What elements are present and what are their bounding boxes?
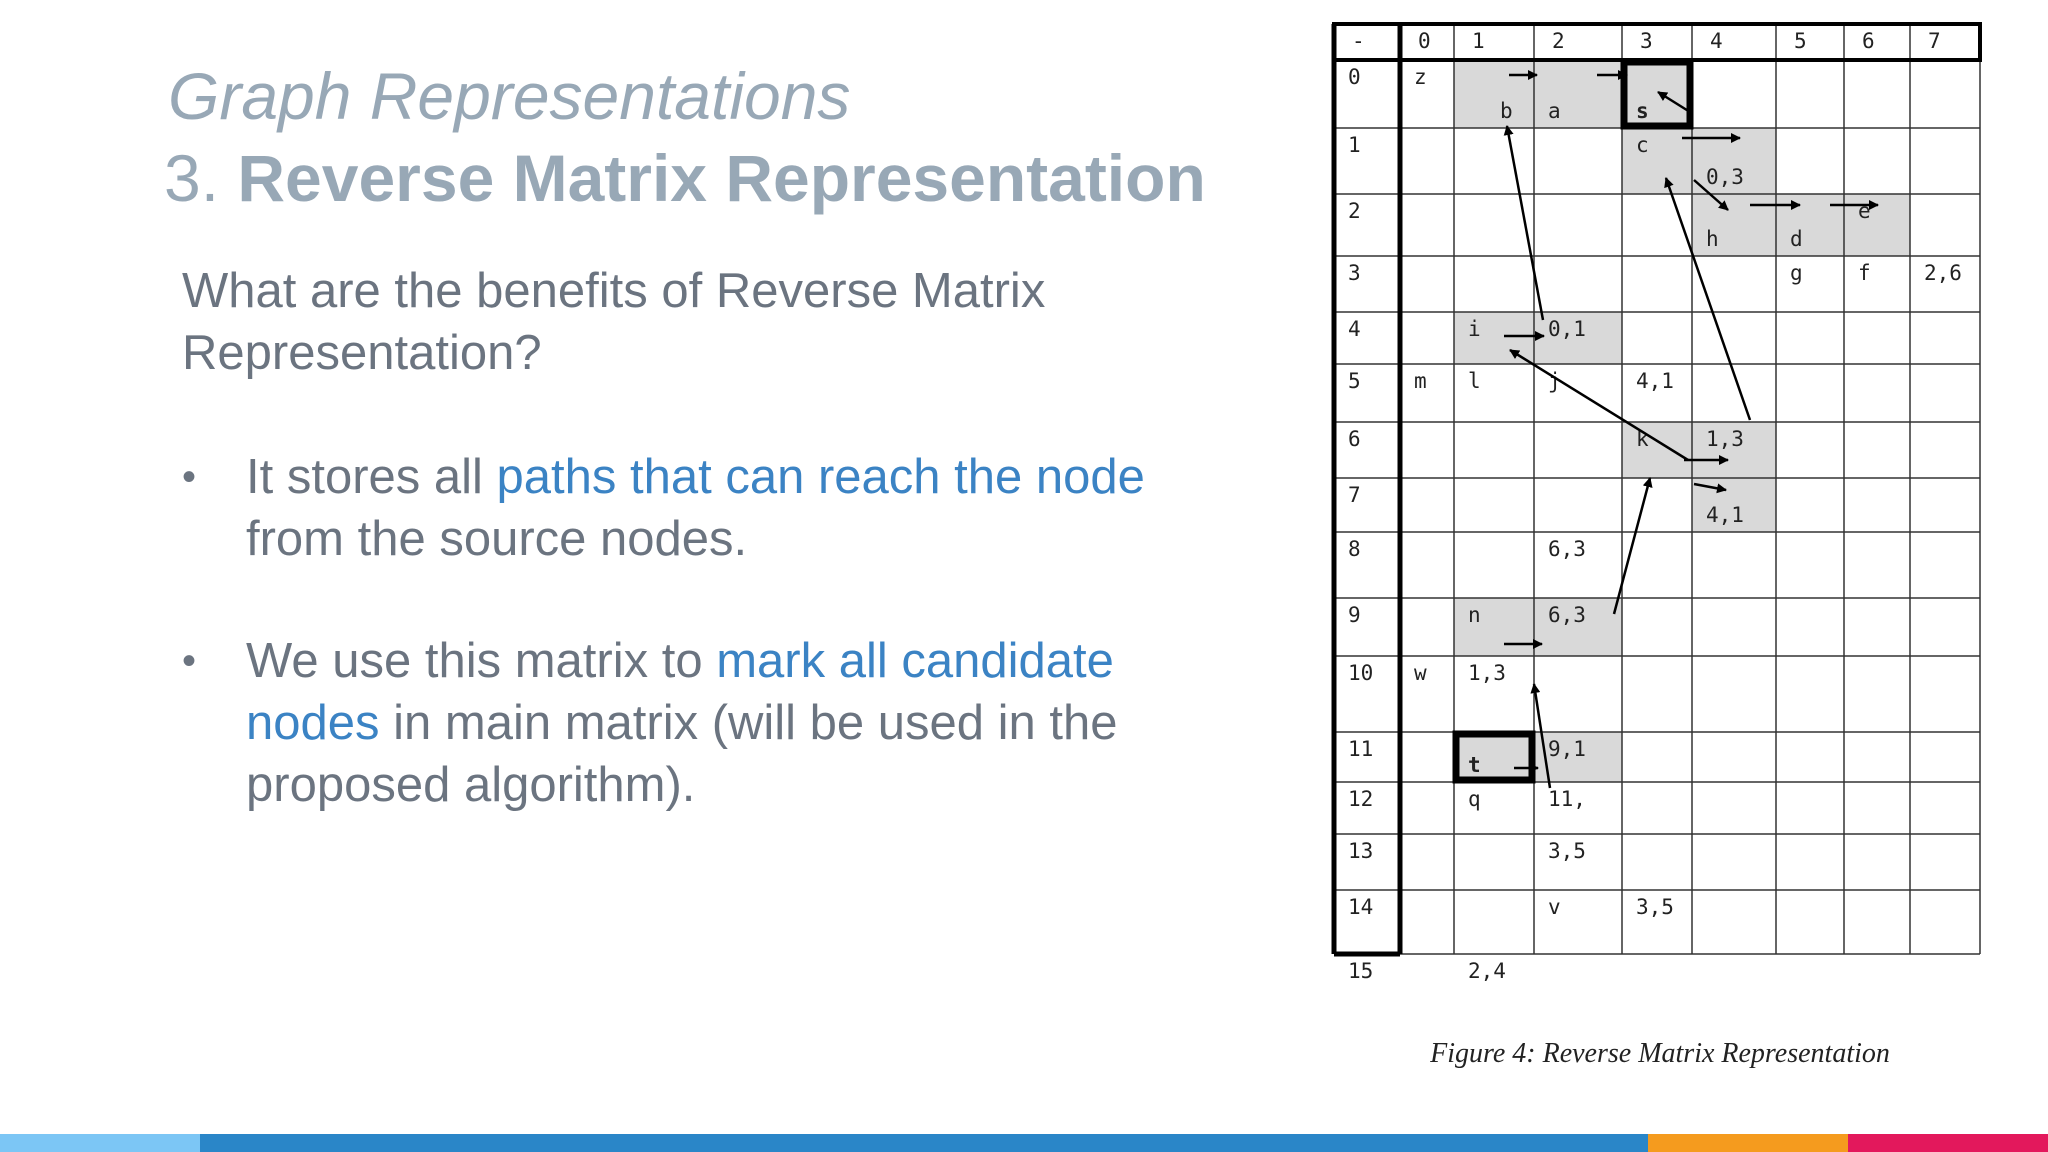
column-header: - xyxy=(1352,29,1365,53)
column-header: 5 xyxy=(1794,29,1807,53)
row-header: 15 xyxy=(1348,959,1374,983)
bullet-highlight: paths that can reach the node xyxy=(496,450,1145,504)
bullet-text-post: in main matrix (will be used in the proposed algorithm). xyxy=(246,696,1118,812)
matrix-cell-value: w xyxy=(1414,661,1427,685)
row-header: 0 xyxy=(1348,65,1361,89)
matrix-cell-value: 0,3 xyxy=(1706,165,1744,189)
matrix-cell-value: q xyxy=(1468,787,1481,811)
matrix-cell-value: m xyxy=(1414,369,1427,393)
bullet-text-pre: It stores all xyxy=(246,450,497,504)
matrix-cell-value: 4,1 xyxy=(1706,503,1744,527)
bullet-highlight: mark all candidate nodes xyxy=(246,634,1114,750)
shaded-cell xyxy=(1844,194,1910,256)
column-header: 4 xyxy=(1710,29,1723,53)
row-header: 14 xyxy=(1348,895,1374,919)
bullet-text-pre: We use this matrix to xyxy=(246,634,717,688)
shaded-cell xyxy=(1454,60,1534,128)
matrix-cell-value: t xyxy=(1468,753,1481,777)
matrix-cell-value: 1,3 xyxy=(1468,661,1506,685)
matrix-cell-value: 3,5 xyxy=(1636,895,1674,919)
matrix-cell-value: d xyxy=(1790,227,1803,251)
header-row-border xyxy=(1334,24,1980,60)
matrix-cell-value: 1,3 xyxy=(1706,427,1744,451)
shaded-cell xyxy=(1776,194,1844,256)
row-header: 6 xyxy=(1348,427,1361,451)
matrix-cell-value: 0,1 xyxy=(1548,317,1586,341)
row-header: 8 xyxy=(1348,537,1361,561)
shaded-cell xyxy=(1622,422,1692,478)
matrix-cell-value: b xyxy=(1500,99,1513,123)
shaded-cell xyxy=(1622,60,1692,128)
row-header: 3 xyxy=(1348,261,1361,285)
column-header: 2 xyxy=(1552,29,1565,53)
section-number: 3. xyxy=(164,141,220,215)
column-header: 3 xyxy=(1640,29,1653,53)
arrow xyxy=(1614,478,1650,614)
matrix-cell-value: k xyxy=(1636,427,1649,451)
matrix-cell-value: h xyxy=(1706,227,1719,251)
question-text: What are the benefits of Reverse Matrix Representation? xyxy=(182,264,1046,380)
row-header: 2 xyxy=(1348,199,1361,223)
slide-title-line1: Graph Representations xyxy=(168,59,851,133)
matrix-cell-value: 6,3 xyxy=(1548,603,1586,627)
matrix-cell-value: 2,6 xyxy=(1924,261,1962,285)
row-header: 13 xyxy=(1348,839,1374,863)
footer-bar-segment xyxy=(200,1134,1648,1152)
section-title: Reverse Matrix Representation xyxy=(237,141,1206,215)
matrix-cell-value: n xyxy=(1468,603,1481,627)
arrow xyxy=(1510,350,1688,460)
matrix-cell-value: 9,1 xyxy=(1548,737,1586,761)
bullet-text xyxy=(246,630,1246,816)
row-header: 12 xyxy=(1348,787,1374,811)
matrix-cell-value: c xyxy=(1636,133,1649,157)
shaded-cell xyxy=(1622,128,1692,194)
row-header: 7 xyxy=(1348,483,1361,507)
row-header: 11 xyxy=(1348,737,1374,761)
column-header: 7 xyxy=(1928,29,1941,53)
matrix-cell-value: e xyxy=(1858,199,1871,223)
matrix-cell-value: 3,5 xyxy=(1548,839,1586,863)
matrix-cell-value: 2,4 xyxy=(1468,959,1506,983)
row-header: 9 xyxy=(1348,603,1361,627)
row-header: 10 xyxy=(1348,661,1374,685)
matrix-cell-value: f xyxy=(1858,261,1871,285)
column-header: 6 xyxy=(1862,29,1875,53)
matrix-cell-value: 11, xyxy=(1548,787,1586,811)
matrix-cell-value: s xyxy=(1636,99,1649,123)
footer-bar-segment xyxy=(0,1134,200,1152)
footer-bar-segment xyxy=(1648,1134,1848,1152)
bullet-text-post: from the source nodes. xyxy=(246,512,748,566)
footer-bar-segment xyxy=(1848,1134,2048,1152)
shaded-cell xyxy=(1454,598,1534,656)
shaded-cell xyxy=(1692,194,1776,256)
matrix-cell-value: v xyxy=(1548,895,1561,919)
matrix-cell-value: g xyxy=(1790,261,1803,285)
row-header: 5 xyxy=(1348,369,1361,393)
bullet-text xyxy=(246,446,1246,570)
slide-title-line2 xyxy=(164,140,1206,216)
bullet-marker: • xyxy=(182,455,197,499)
column-header: 1 xyxy=(1472,29,1485,53)
matrix-cell-value: l xyxy=(1468,369,1481,393)
figure-caption: Figure 4: Reverse Matrix Representation xyxy=(1430,1038,1890,1069)
shaded-cell xyxy=(1454,732,1534,782)
matrix-cell-value: 6,3 xyxy=(1548,537,1586,561)
arrow xyxy=(1507,126,1543,320)
column-header: 0 xyxy=(1418,29,1431,53)
matrix-cell-value: i xyxy=(1468,317,1481,341)
matrix-cell-value: a xyxy=(1548,99,1561,123)
matrix-cell-value: z xyxy=(1414,65,1427,89)
reverse-matrix-figure xyxy=(1330,20,1986,1016)
row-header: 1 xyxy=(1348,133,1361,157)
row-header: 4 xyxy=(1348,317,1361,341)
matrix-cell-value: j xyxy=(1548,369,1561,393)
bullet-marker: • xyxy=(182,639,197,683)
matrix-cell-value: 4,1 xyxy=(1636,369,1674,393)
